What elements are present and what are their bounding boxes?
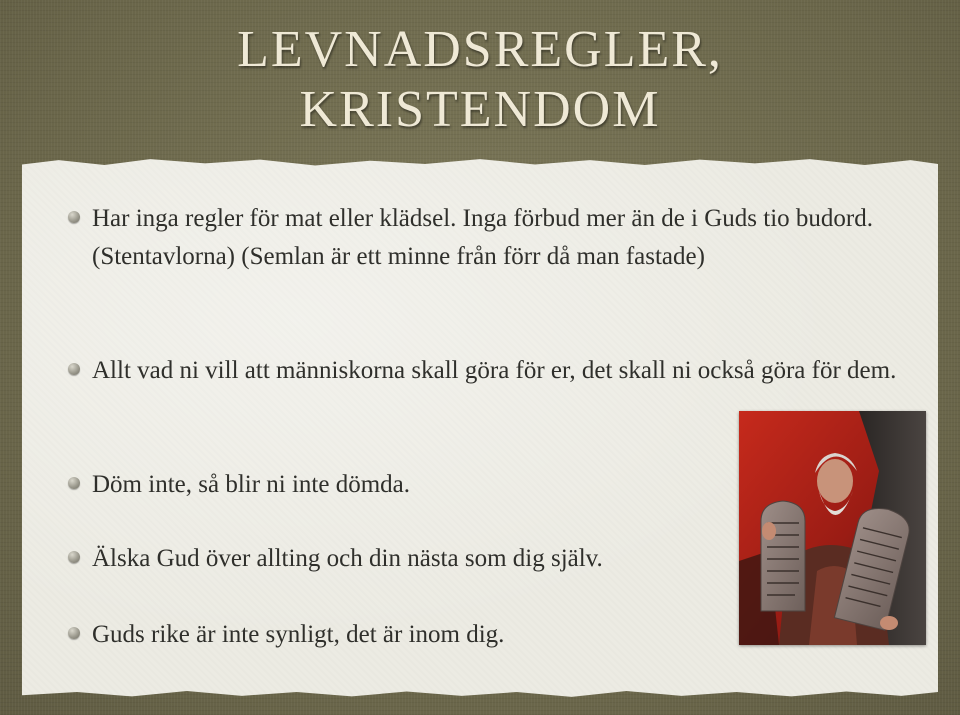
bullet-text: Guds rike är inte synligt, det är inom dig. — [92, 621, 505, 648]
bullet-dot-icon — [68, 551, 80, 563]
bullet-dot-icon — [68, 211, 80, 223]
bullet-dot-icon — [68, 627, 80, 639]
slide-title — [0, 20, 960, 140]
bullet-text: Har inga regler för mat eller klädsel. Inga förbud mer än de i Guds tio budord. (Stentavlorna) (Semlan är ett minne från förr då man fastade) — [92, 205, 873, 270]
bullet-dot-icon — [68, 363, 80, 375]
moses-tablets-photo — [739, 411, 926, 645]
bullet-dot-icon — [68, 477, 80, 489]
title-line-1: LEVNADSREGLER, — [237, 21, 723, 78]
bullet-text: Döm inte, så blir ni inte dömda. — [92, 471, 411, 498]
bullet-text: Allt vad ni vill att människorna skall göra för er, det skall ni också göra för dem. — [92, 357, 897, 384]
title-line-2: KRISTENDOM — [299, 81, 661, 138]
moses-tablets-illustration — [739, 411, 926, 645]
bullet-text: Älska Gud över allting och din nästa som dig själv. — [92, 545, 603, 572]
